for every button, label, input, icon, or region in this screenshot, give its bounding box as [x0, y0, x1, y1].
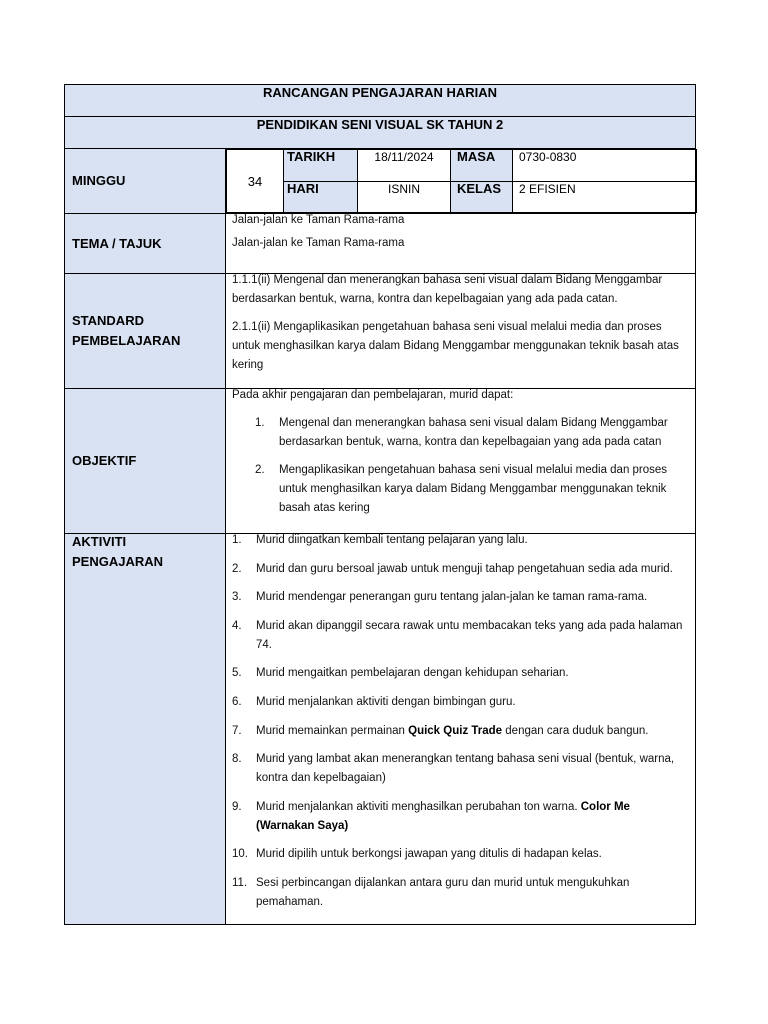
aktiviti-item-text-bold: Color Me (Warnakan Saya) — [256, 800, 630, 832]
aktiviti-item-text: Murid dan guru bersoal jawab untuk menguji tahap pengetahuan sedia ada murid. — [256, 562, 673, 575]
standard-label-line1: STANDARD — [72, 313, 144, 328]
aktiviti-item — [232, 617, 687, 655]
aktiviti-item-text: Murid menjalankan aktiviti dengan bimbingan guru. — [256, 695, 516, 708]
aktiviti-item-text: Sesi perbincangan dijalankan antara guru dan murid untuk mengukuhkan pemahaman. — [256, 876, 630, 908]
objektif-intro: Pada akhir pengajaran dan pembelajaran, murid dapat: — [232, 389, 514, 401]
objektif-item-text: Mengenal dan menerangkan bahasa seni visual dalam Bidang Menggambar berdasarkan bentuk, warna, kontra dan kepelbagaian yang ada pada catan — [279, 417, 668, 448]
aktiviti-item-text: Murid dipilih untuk berkongsi jawapan yang ditulis di hadapan kelas. — [256, 848, 602, 861]
document-title: RANCANGAN PENGAJARAN HARIAN — [263, 85, 498, 100]
aktiviti-label — [65, 534, 226, 925]
aktiviti-item-number: 1. — [232, 534, 242, 546]
info-grid-cell — [226, 149, 696, 214]
aktiviti-item-number: 7. — [232, 724, 242, 737]
hari-value: ISNIN — [358, 182, 451, 213]
tema-label: TEMA / TAJUK — [65, 214, 226, 274]
aktiviti-list — [232, 531, 687, 912]
aktiviti-item — [232, 798, 687, 836]
aktiviti-content — [226, 534, 696, 925]
tema-content — [226, 214, 696, 274]
standard-label — [65, 274, 226, 389]
aktiviti-item-text — [256, 798, 687, 836]
aktiviti-item-number: 6. — [232, 695, 242, 708]
aktiviti-item — [232, 722, 687, 741]
objektif-item-number: 2. — [255, 464, 265, 476]
standard-item-2: 2.1.1(ii) Mengaplikasikan pengetahuan bahasa seni visual melalui media dan proses untuk menghasilkan karya dalam Bidang Menggambar menggunakan teknik basah atas kering — [232, 321, 679, 371]
tema-line-1: Jalan-jalan ke Taman Rama-rama — [232, 214, 405, 226]
objektif-content — [226, 389, 696, 534]
objektif-label: OBJEKTIF — [65, 389, 226, 534]
standard-label-line2: PEMBELAJARAN — [72, 333, 181, 348]
aktiviti-item-number: 2. — [232, 562, 242, 575]
tema-line-2: Jalan-jalan ke Taman Rama-rama — [232, 237, 405, 249]
aktiviti-item-number: 3. — [232, 591, 242, 604]
objektif-item-number: 1. — [255, 417, 265, 429]
aktiviti-item-text: Murid diingatkan kembali tentang pelajaran yang lalu. — [256, 534, 528, 546]
aktiviti-item-text-pre: Murid memainkan permainan — [256, 724, 409, 737]
aktiviti-item-text-bold: Quick Quiz Trade — [408, 724, 503, 737]
tarikh-label: TARIKH — [284, 150, 358, 182]
aktiviti-label-line1: AKTIVITI — [72, 534, 127, 549]
aktiviti-item — [232, 693, 687, 712]
objektif-item-text: Mengaplikasikan pengetahuan bahasa seni visual melalui media dan proses untuk menghasilkan karya dalam Bidang Menggambar menggunakan teknik basah atas kering — [279, 464, 668, 514]
standard-item-1: 1.1.1(ii) Mengenal dan menerangkan bahasa seni visual dalam Bidang Menggambar berdasarkan bentuk, warna, kontra dan kepelbagaian yang ada pada catan. — [232, 274, 663, 305]
aktiviti-item-text: Murid yang lambat akan menerangkan tentang bahasa seni visual (bentuk, warna, kontra dan kepelbagaian) — [256, 753, 675, 785]
kelas-label: KELAS — [451, 182, 513, 213]
aktiviti-item — [232, 664, 687, 683]
aktiviti-item-text — [256, 722, 687, 741]
minggu-label: MINGGU — [65, 149, 226, 214]
info-grid — [226, 149, 697, 213]
document-title-cell — [65, 85, 696, 117]
aktiviti-item — [232, 560, 687, 579]
objektif-list — [232, 414, 689, 518]
aktiviti-item-text: Murid mendengar penerangan guru tentang jalan-jalan ke taman rama-rama. — [256, 591, 648, 604]
standard-content — [226, 274, 696, 389]
subject-title: PENDIDIKAN SENI VISUAL SK TAHUN 2 — [256, 117, 504, 132]
aktiviti-item-text-post: dengan cara duduk bangun. — [502, 724, 649, 737]
aktiviti-item-text: Murid mengaitkan pembelajaran dengan kehidupan seharian. — [256, 667, 569, 680]
aktiviti-item-number: 9. — [232, 800, 242, 813]
masa-value: 0730-0830 — [513, 150, 697, 182]
aktiviti-item-number: 4. — [232, 619, 242, 632]
kelas-value: 2 EFISIEN — [513, 182, 697, 213]
minggu-value: 34 — [227, 150, 284, 213]
objektif-item — [255, 461, 689, 518]
tarikh-value: 18/11/2024 — [358, 150, 451, 182]
aktiviti-item — [232, 588, 687, 607]
aktiviti-item-number: 5. — [232, 667, 242, 680]
aktiviti-item-number: 8. — [232, 753, 242, 766]
hari-label: HARI — [284, 182, 358, 213]
aktiviti-item — [232, 750, 687, 788]
objektif-item — [255, 414, 689, 452]
aktiviti-item-number: 11. — [232, 876, 248, 889]
aktiviti-item — [232, 874, 687, 912]
subject-title-cell — [65, 117, 696, 149]
masa-label: MASA — [451, 150, 513, 182]
aktiviti-item — [232, 845, 687, 864]
aktiviti-item — [232, 531, 687, 550]
aktiviti-item-text-pre: Murid menjalankan aktiviti menghasilkan perubahan ton warna. — [256, 800, 581, 813]
lesson-plan-table — [64, 84, 696, 925]
aktiviti-item-number: 10. — [232, 848, 248, 861]
aktiviti-label-line2: PENGAJARAN — [72, 554, 164, 569]
aktiviti-item-text: Murid akan dipanggil secara rawak untu membacakan teks yang ada pada halaman 74. — [256, 619, 683, 651]
